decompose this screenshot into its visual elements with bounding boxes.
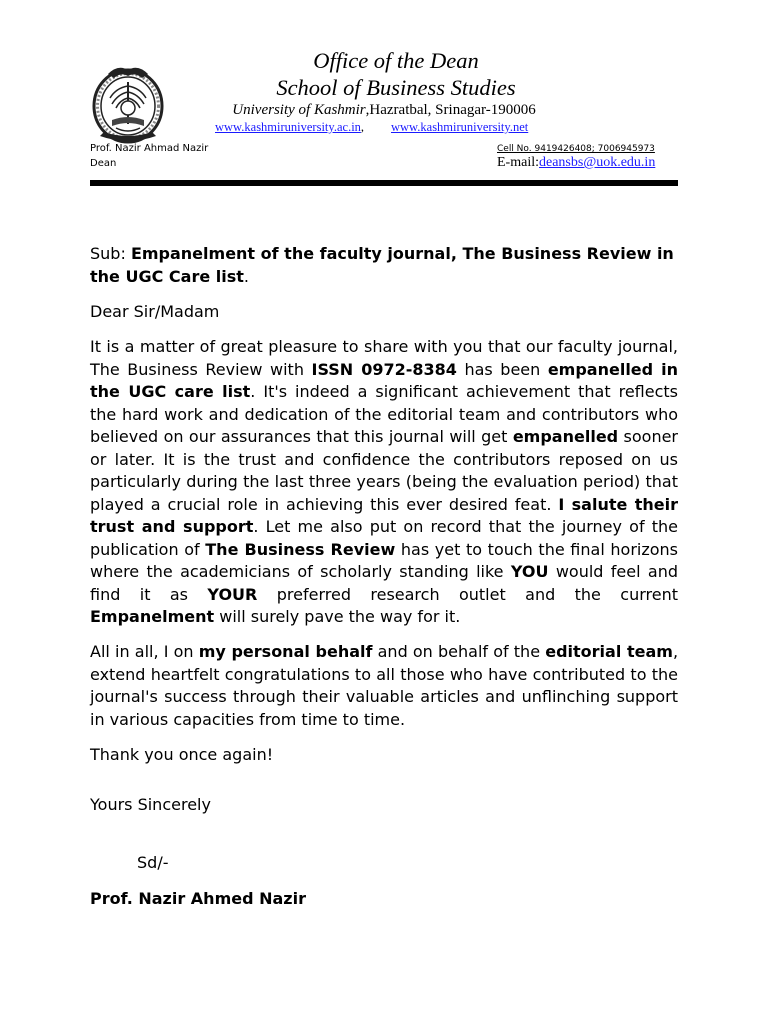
email-label: E-mail: [497,155,539,170]
p1-text-e: sooner or later. It is the trust and confidence the contributors reposed on us particularly during the last three years (being the evaluation period) that played a crucial role in achieving this ever desired feat. [90,427,679,514]
paragraph-2 [90,641,678,731]
p2-text-c: and on behalf of the [372,642,546,661]
website-link-1[interactable]: www.kashmiruniversity.ac.in [215,120,361,134]
p1-your: YOUR [207,584,258,604]
website-link-2[interactable]: www.kashmiruniversity.net [391,120,529,134]
website-link-2-wrap [391,120,528,135]
p1-empanelled-list: empanelled in the UGC care list [90,359,679,401]
thanks-line: Thank you once again! [90,745,274,764]
university-address [0,101,768,119]
cell-number: Cell No. 9419426408; 7006945973 [497,144,655,154]
salutation: Dear Sir/Madam [90,302,220,321]
p1-text-d: . It's indeed a significant achievement that reflects the hard work and dedication of the editorial team and contributors who believed on our assurances that this journal will get [90,382,678,446]
p1-text-h: would feel and find it as [90,562,678,604]
university-location: ,Hazratbal, Srinagar-190006 [365,102,536,118]
p1-text-a: It is a matter of great pleasure to share with you that our faculty journal, The Business Review with [90,337,678,379]
p2-team: editorial team [545,642,673,661]
p1-journal-name: The Business Review [205,539,396,559]
p2-text-d: , extend heartfelt congratulations to all those who have contributed to the journal's success through their valuable articles and unflinching support in various capacities from time to time. [90,642,679,729]
signature-name: Prof. Nazir Ahmed Nazir [90,889,306,908]
p1-you: YOU [510,562,549,581]
p1-salute: I salute their trust and support [90,494,678,536]
subject-text: Empanelment of the faculty journal, The Business Review in the UGC Care list [90,244,674,286]
p1-empanelment: Empanelment [90,607,215,626]
p1-text-i: preferred research outlet and the current [257,584,678,604]
subject-line [90,243,678,288]
email-link[interactable]: deansbs@uok.edu.in [539,155,656,170]
university-name: University of Kashmir [232,102,366,118]
p2-text-a: All in all, I on [90,642,199,661]
p2-personal: my personal behalf [198,642,373,661]
p1-text-c: has been [456,359,548,379]
p1-text-j: will surely pave the way for it. [214,607,461,626]
closing-line: Yours Sincerely [90,795,211,814]
website-link-1-wrap [215,120,364,135]
header-divider [90,180,678,186]
office-title: Office of the Dean [313,48,479,73]
sender-name: Prof. Nazir Ahmad Nazir [90,143,209,154]
p1-text-f: . Let me also put on record that the journey of the publication of [90,517,678,559]
website-separator: , [360,120,365,134]
sender-title: Dean [90,158,117,169]
p1-empanelled: empanelled [512,427,619,446]
p1-text-g: has yet to touch the final horizons where the academicians of scholarly standing like [90,539,679,581]
subject-end: . [243,266,249,286]
subject-label: Sub: [90,244,131,263]
email-line [497,155,655,171]
school-title: School of Business Studies [276,75,516,100]
paragraph-1 [90,336,678,629]
p1-issn: ISSN 0972-8384 [311,359,457,379]
signed-mark: Sd/- [137,853,169,872]
